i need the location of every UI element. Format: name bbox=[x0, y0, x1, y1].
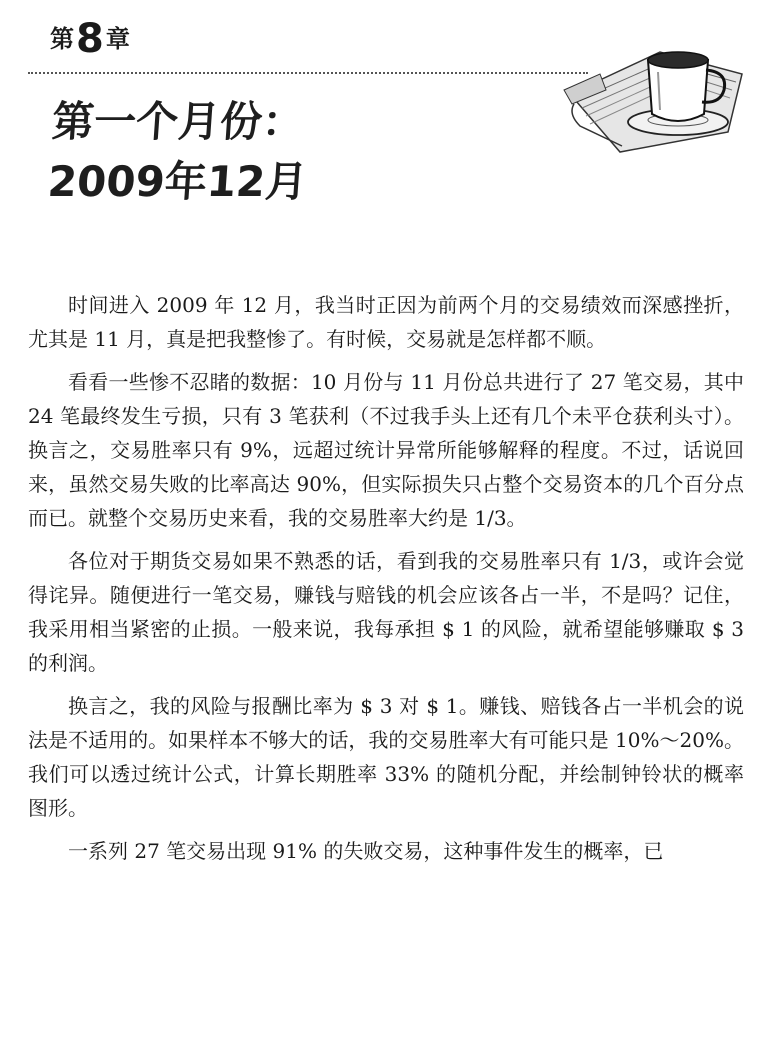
title-line-1: 第一个月份： bbox=[50, 97, 306, 146]
paragraph: 看看一些惨不忍睹的数据：10 月份与 11 月份总共进行了 27 笔交易，其中 24 笔最终发生亏损，只有 3 笔获利（不过我手头上还有几个未平仓获利头寸）。换言之，交易胜率只有 9%，远超过统计异常所能够解释的程度。不过，话说回来，虽然交易失败的比率高达 90%，但实际损失只占整个交易资本的几个百分点而已。就整个交易历史来看，我的交易胜率大约是 1/3。 bbox=[28, 370, 744, 530]
chapter-prefix: 第 bbox=[50, 25, 75, 53]
paragraph: 一系列 27 笔交易出现 91% 的失败交易，这种事件发生的概率，已 bbox=[68, 839, 664, 863]
chapter-title bbox=[46, 92, 314, 212]
chapter-suffix: 章 bbox=[105, 25, 131, 53]
header-divider bbox=[28, 72, 588, 74]
chapter-number: 8 bbox=[76, 16, 105, 62]
chapter-label bbox=[50, 16, 131, 62]
body-text bbox=[28, 288, 744, 877]
paragraph: 各位对于期货交易如果不熟悉的话，看到我的交易胜率只有 1/3，或许会觉得诧异。随便进行一笔交易，赚钱与赔钱的机会应该各占一半，不是吗？记住，我采用相当紧密的止损。一般来说，我每承担 $ 1 的风险，就希望能够赚取 $ 3 的利润。 bbox=[28, 549, 744, 675]
title-line-2: 2009年12月 bbox=[46, 157, 309, 206]
paragraph: 换言之，我的风险与报酬比率为 $ 3 对 $ 1。赚钱、赔钱各占一半机会的说法是不适用的。如果样本不够大的话，我的交易胜率大有可能只是 10%～20%。我们可以透过统计公式，计算长期胜率 33% 的随机分配，并绘制钟铃状的概率图形。 bbox=[28, 694, 744, 820]
coffee-cup-and-newspaper-icon bbox=[560, 34, 750, 154]
paragraph: 时间进入 2009 年 12 月，我当时正因为前两个月的交易绩效而深感挫折，尤其是 11 月，真是把我整惨了。有时候，交易就是怎样都不顺。 bbox=[28, 293, 744, 351]
